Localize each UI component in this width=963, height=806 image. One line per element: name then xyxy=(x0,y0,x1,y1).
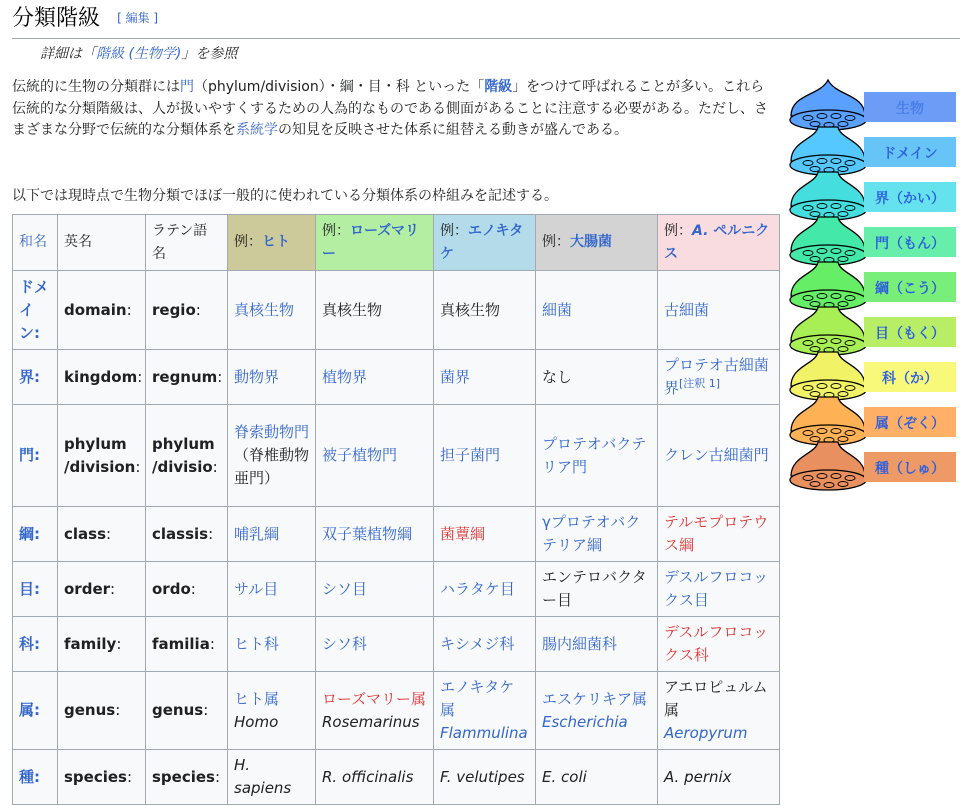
rank-label: 目（もく） xyxy=(875,326,945,342)
edit-section-link[interactable] xyxy=(117,9,158,26)
rank-label: 綱（こう） xyxy=(875,281,945,297)
rank-label: 門（もん） xyxy=(875,236,945,252)
table-row-species: 種: species: species: H. sapiens R. officinalis F. velutipes E. coli A. pernix xyxy=(13,750,780,805)
phylum-link[interactable]: 門 xyxy=(180,79,194,95)
intro-paragraph xyxy=(12,77,770,142)
base-disc xyxy=(790,470,866,490)
rank-label: 生物 xyxy=(896,101,924,117)
header-example-rosemary: 例：ローズマリー xyxy=(316,215,434,271)
table-row-family: 科: family: familia: ヒト科 シソ科 キシメジ科 腸内細菌科 デスルフロコックス科 xyxy=(13,617,780,672)
hatnote xyxy=(40,44,237,64)
rank-level-2 xyxy=(790,172,956,220)
table-row-kingdom: 界: kingdom: regnum: 動物界 植物界 菌界 なし プロテオ古細菌界[注釈 1] xyxy=(13,350,780,405)
edit-link[interactable]: [ 編集 ] xyxy=(117,11,159,25)
rank-level-7 xyxy=(790,397,956,445)
rank-level-4 xyxy=(790,262,956,310)
rank-level-0 xyxy=(790,80,956,130)
intro-paragraph-2: 以下では現時点で生物分類でほぼ一般的に使われている分類体系の枠組みを記述する。 xyxy=(12,188,558,204)
header-example-pernix: 例：A. ペルニクス xyxy=(658,215,780,271)
header-rank[interactable]: 和名 xyxy=(13,215,58,271)
rank-level-8 xyxy=(790,442,956,490)
rank-label: 属（ぞく） xyxy=(875,416,945,432)
rank-label: ドメイン xyxy=(882,146,938,162)
table-row-domain: ドメイン: domain: regio: 真核生物 真核生物 真核生物 細菌 古細菌 xyxy=(13,271,780,350)
rank-link[interactable]: 階級 xyxy=(484,79,513,95)
hatnote-link[interactable]: 階級 (生物学) xyxy=(96,46,182,62)
header-example-enoki: 例：エノキタケ xyxy=(434,215,536,271)
intro-text-e: 」をつけて呼ばれることが多い。これら伝統的な分類階級は、人が扱いやすくするための人為的なものである側面があることに注意する必要がある。ただし、さまざまな分野で伝統的な分類体系を xyxy=(12,79,768,138)
rank-level-3 xyxy=(790,217,956,265)
intro-text-c: （phylum/division）・綱・目・科 といった「 xyxy=(194,79,485,95)
header-example-human: 例：ヒト xyxy=(228,215,316,271)
table-row-class: 綱: class: classis: 哺乳綱 双子葉植物綱 菌蕈綱 γプロテオバクテリア綱 テルモプロテウス綱 xyxy=(13,507,780,562)
table-row-genus: 属: genus: genus: ヒト属 Homo ローズマリー属 Rosemarinus エノキタケ属 Flammulina エスケリキア属 Escherichia アエロピュルム属 Aeropyrum xyxy=(13,672,780,750)
phylogenetics-link[interactable]: 系統学 xyxy=(236,122,278,138)
taxonomy-rank-diagram xyxy=(788,78,960,508)
taxonomy-table xyxy=(12,214,780,805)
hatnote-prefix: 詳細は「 xyxy=(40,46,96,62)
rank-label: 種（しゅ） xyxy=(875,461,945,477)
table-row-order: 目: order: ordo: サル目 シソ目 ハラタケ目 エンテロバクター目 デスルフロコックス目 xyxy=(13,562,780,617)
intro-text-g: の知見を反映させた体系に組替える動きが盛んである。 xyxy=(278,122,628,138)
rank-label: 界（かい） xyxy=(875,191,945,207)
table-header-row xyxy=(13,215,780,271)
rank-level-6 xyxy=(790,352,956,400)
header-english: 英名 xyxy=(58,215,146,271)
section-title: 分類階級 xyxy=(12,6,101,31)
rank-label: 科（か） xyxy=(882,371,938,387)
header-example-ecoli: 例：大腸菌 xyxy=(536,215,658,271)
rank-level-1 xyxy=(790,127,956,175)
rank-level-5 xyxy=(790,307,956,355)
intro-text-a: 伝統的に生物の分類群には xyxy=(12,79,180,95)
table-row-phylum: 門: phylum /division: phylum /divisio: 脊索動物門 （脊椎動物亜門） 被子植物門 担子菌門 プロテオバクテリア門 クレン古細菌門 xyxy=(13,405,780,507)
section-heading xyxy=(12,6,960,39)
header-latin: ラテン語名 xyxy=(146,215,228,271)
hatnote-suffix: 」を参照 xyxy=(181,46,238,62)
